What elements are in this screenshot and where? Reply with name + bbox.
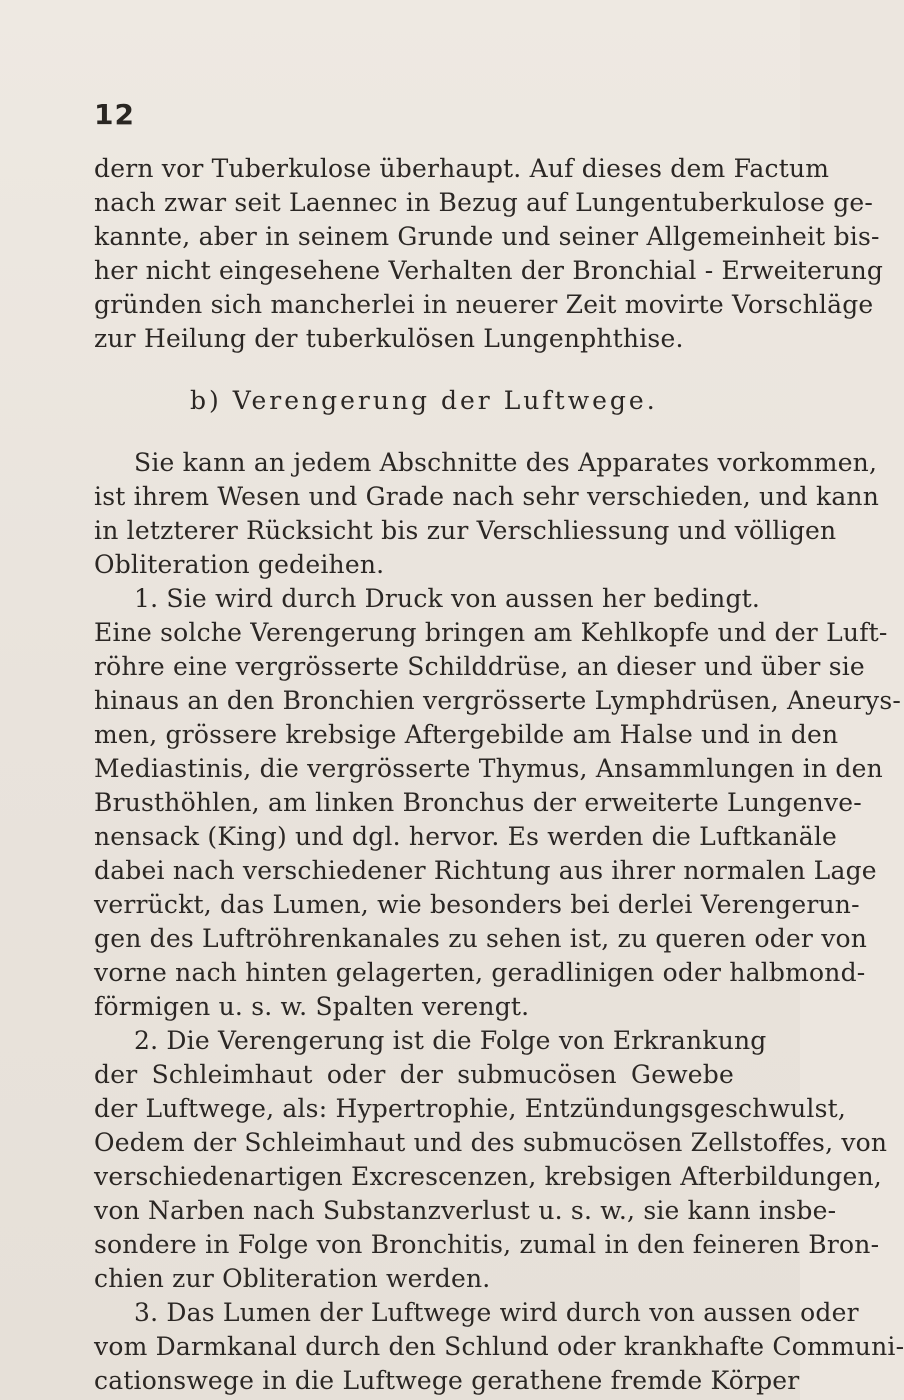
text-line: dern vor Tuberkulose überhaupt. Auf dieses dem Factum: [94, 154, 830, 183]
text-line: hinaus an den Bronchien vergrösserte Lymphdrüsen, Aneurys-: [94, 686, 902, 715]
text-line: dabei nach verschiedener Richtung aus ihrer normalen Lage: [94, 856, 877, 885]
page-number: 12: [94, 98, 135, 131]
text-line: 3. Das Lumen der Luftwege wird durch von aussen oder: [134, 1298, 859, 1327]
text-line: nach zwar seit Laennec in Bezug auf Lungentuberkulose ge-: [94, 188, 874, 217]
text-line: nensack (King) und dgl. hervor. Es werden die Luftkanäle: [94, 822, 838, 851]
text-line: verrückt, das Lumen, wie besonders bei derlei Verengerun-: [94, 890, 860, 919]
text-line: chien zur Obliteration werden.: [94, 1264, 491, 1293]
text-line: gen des Luftröhrenkanales zu sehen ist, zu queren oder von: [94, 924, 868, 953]
text-line: zur Heilung der tuberkulösen Lungenphthise.: [94, 324, 684, 353]
text-line: Brusthöhlen, am linken Bronchus der erweiterte Lungenve-: [94, 788, 862, 817]
text-line: Oedem der Schleimhaut und des submucösen Zellstoffes, von: [94, 1128, 888, 1157]
text-line: der Schleimhaut oder der submucösen Gewebe: [94, 1060, 734, 1089]
text-line: in letzterer Rücksicht bis zur Verschliessung und völligen: [94, 516, 837, 545]
text-line: cationswege in die Luftwege gerathene fremde Körper: [94, 1366, 800, 1395]
text-line: der Luftwege, als: Hypertrophie, Entzündungsgeschwulst,: [94, 1094, 847, 1123]
text-line: ist ihrem Wesen und Grade nach sehr verschieden, und kann: [94, 482, 880, 511]
text-line: Mediastinis, die vergrösserte Thymus, Ansammlungen in den: [94, 754, 883, 783]
text-line: her nicht eingesehene Verhalten der Bronchial - Erweiterung: [94, 256, 884, 285]
text-line: von Narben nach Substanzverlust u. s. w., sie kann insbe-: [94, 1196, 837, 1225]
text-line: vom Darmkanal durch den Schlund oder krankhafte Communi-: [94, 1332, 904, 1361]
text-line: vorne nach hinten gelagerten, geradlinigen oder halbmond-: [94, 958, 866, 987]
text-line: sondere in Folge von Bronchitis, zumal in den feineren Bron-: [94, 1230, 880, 1259]
text-line: röhre eine vergrösserte Schilddrüse, an dieser und über sie: [94, 652, 865, 681]
section-heading: b) Verengerung der Luftwege.: [190, 386, 658, 415]
text-line: men, grössere krebsige Aftergebilde am Halse und in den: [94, 720, 839, 749]
text-line: Sie kann an jedem Abschnitte des Apparates vorkommen,: [134, 448, 878, 477]
text-line: Obliteration gedeihen.: [94, 550, 385, 579]
text-line: Eine solche Verengerung bringen am Kehlkopfe und der Luft-: [94, 618, 888, 647]
text-line: 1. Sie wird durch Druck von aussen her bedingt.: [134, 584, 761, 613]
page-text: [94, 152, 904, 1398]
text-line: förmigen u. s. w. Spalten verengt.: [94, 992, 530, 1021]
text-line: kannte, aber in seinem Grunde und seiner Allgemeinheit bis-: [94, 222, 880, 251]
text-line: verschiedenartigen Excrescenzen, krebsigen Afterbildungen,: [94, 1162, 882, 1191]
text-line: gründen sich mancherlei in neuerer Zeit movirte Vorschläge: [94, 290, 874, 319]
text-line: 2. Die Verengerung ist die Folge von Erkrankung: [134, 1026, 767, 1055]
